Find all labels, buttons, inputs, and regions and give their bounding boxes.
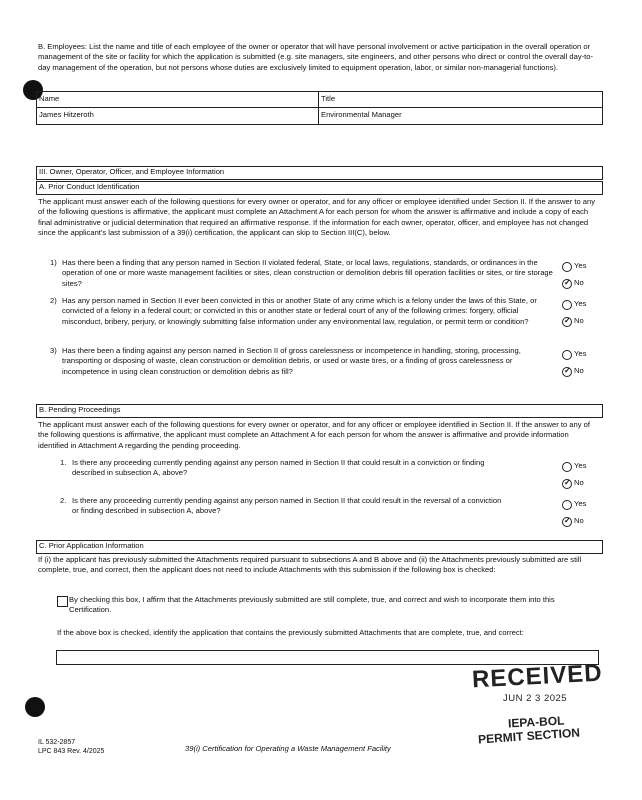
section-iii-header: III. Owner, Operator, Officer, and Employee Information xyxy=(36,166,603,180)
radio-checked-icon xyxy=(562,279,572,289)
section-b-header: B. Pending Proceedings xyxy=(36,404,603,418)
attachments-affirm-checkbox[interactable] xyxy=(57,596,68,607)
question-b1-yes[interactable]: Yes xyxy=(562,461,622,472)
section-a-header: A. Prior Conduct Identification xyxy=(36,181,603,195)
question-a1-yes[interactable]: Yes xyxy=(562,261,622,272)
section-c-intro: If (i) the applicant has previously submitted the Attachments required pursuant to subsections A and B above and (ii) the Attachments previously submitted are still complete, true, and correct, then the applicant does not need to include Attachments with this submission if the following box is checked: xyxy=(38,555,582,575)
radio-unselected-icon xyxy=(562,300,572,310)
question-a3-yes[interactable]: Yes xyxy=(562,349,622,360)
col-header-title: Title xyxy=(321,94,336,103)
stamp-office: IEPA-BOL xyxy=(507,713,565,731)
radio-checked-icon xyxy=(562,367,572,377)
punch-hole-bottom xyxy=(25,697,45,717)
radio-unselected-icon xyxy=(562,500,572,510)
stamp-section: PERMIT SECTION xyxy=(477,725,581,747)
prior-application-input[interactable] xyxy=(56,650,599,665)
section-c-followup: If the above box is checked, identify the application that contains the previously submitted Attachments that are complete, true, and correct: xyxy=(57,628,524,637)
question-a3-no[interactable]: ✓ No xyxy=(562,366,622,377)
employee-name-cell[interactable]: James Hitzeroth xyxy=(39,110,94,119)
section-c-header: C. Prior Application Information xyxy=(36,540,603,554)
question-b1-no[interactable]: ✓ No xyxy=(562,478,622,489)
section-b-intro: The applicant must answer each of the following questions for every owner or operator, and for any officer or employee identified in Section II. If the answer to any of the following questions is affirmative, the applicant must complete an Attachment A for each person for whom the answer is affirmative and provide information identified in Attachment A regarding the pending proceeding. xyxy=(38,420,590,450)
section-a-intro: The applicant must answer each of the following questions for every owner or operator, and for any officer or employee identified under Section II. If the answer to any of the following questions is affirmative, the applicant must complete an Attachment A for each person for whom the answer is affirmative and include a copy of each final administrative or judicial determination that required an affirmative response. If the information for each owner, operator, officer, and employee has not changed since the applicant's last submission of a 39(i) certification, the applicant can skip to Section III(C), below. xyxy=(38,197,596,238)
attachments-affirm-label: By checking this box, I affirm that the Attachments previously submitted are still complete, true, and correct and wish to incorporate them into this Certification. xyxy=(69,595,555,615)
employees-table xyxy=(36,91,603,125)
question-b2-yes[interactable]: Yes xyxy=(562,499,622,510)
radio-unselected-icon xyxy=(562,350,572,360)
question-a2-yes[interactable]: Yes xyxy=(562,299,622,310)
radio-checked-icon xyxy=(562,517,572,527)
question-a1-no[interactable]: ✓ No xyxy=(562,278,622,289)
radio-unselected-icon xyxy=(562,262,572,272)
employees-intro: B. Employees: List the name and title of each employee of the owner or operator that will have personal involvement or active participation in the overall operation or management of the site or facility for which the application is submitted (e.g. site managers, site engineers, and other persons who direct or control the overall day-to-day management of the operation, but not persons whose duties are exclusively limited to equipment operation, labor, or similar non-managerial functions). xyxy=(38,42,594,72)
stamp-received: RECEIVED xyxy=(471,659,604,694)
footer-title: 39(i) Certification for Operating a Waste Management Facility xyxy=(185,744,391,753)
question-a2-no[interactable]: ✓ No xyxy=(562,316,622,327)
stamp-date: JUN 2 3 2025 xyxy=(503,693,568,704)
col-header-name: Name xyxy=(39,94,60,103)
footer-form-rev: LPC 843 Rev. 4/2025 xyxy=(38,748,105,755)
footer-form-id: IL 532-2857 xyxy=(38,739,76,746)
radio-unselected-icon xyxy=(562,462,572,472)
question-b2-no[interactable]: ✓ No xyxy=(562,516,622,527)
radio-checked-icon xyxy=(562,479,572,489)
employee-title-cell[interactable]: Environmental Manager xyxy=(321,110,402,119)
radio-checked-icon xyxy=(562,317,572,327)
